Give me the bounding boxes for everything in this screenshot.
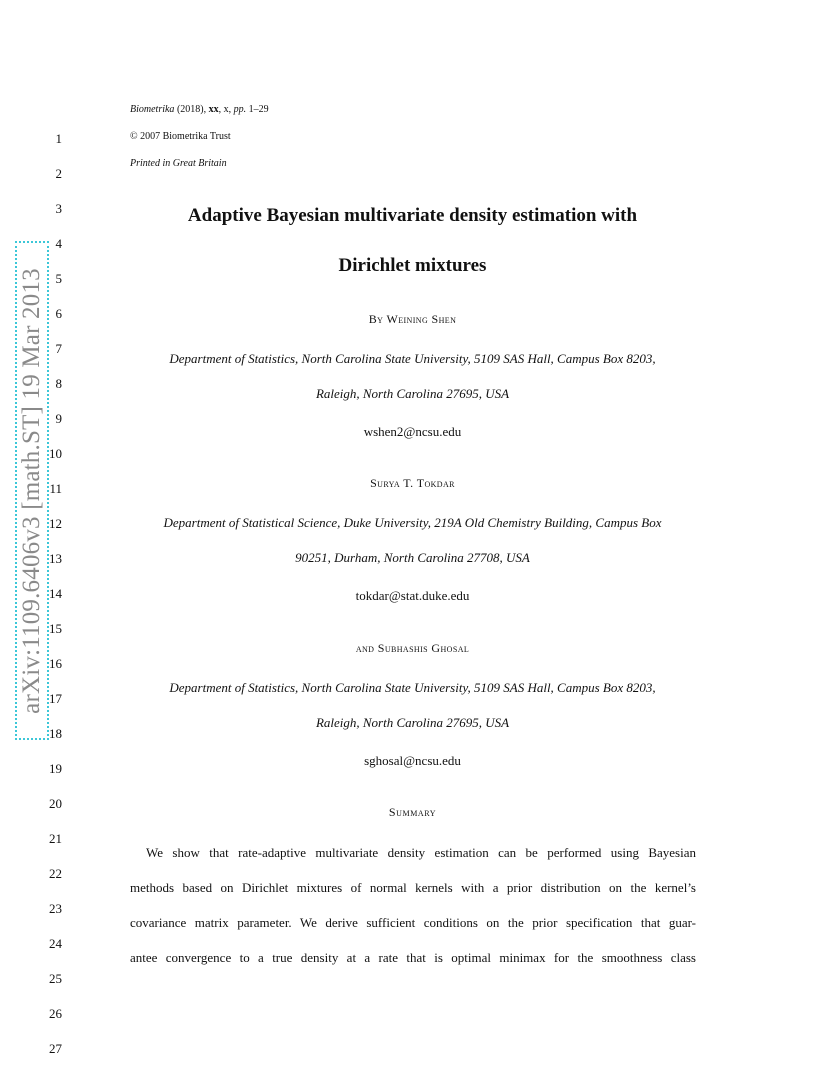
paper-title-line-2: Dirichlet mixtures <box>338 255 487 276</box>
line-number: 21 <box>49 831 62 846</box>
line-number: 7 <box>55 341 62 356</box>
author-name: By Weining Shen <box>368 312 457 326</box>
arxiv-stamp <box>15 241 49 740</box>
summary-text-line: antee convergence to a true density at a rate that is optimal minimax for the smoothness class <box>130 950 696 965</box>
line-number: 14 <box>49 586 62 601</box>
line-number: 25 <box>49 971 62 986</box>
arxiv-stamp-text: arXiv:1109.6406v3 [math.ST] 19 Mar 2013 <box>18 267 45 714</box>
paper-title-line-1: Adaptive Bayesian multivariate density estimation with <box>187 205 638 226</box>
line-number: 17 <box>49 691 62 706</box>
author-affiliation: 90251, Durham, North Carolina 27708, USA <box>295 550 530 565</box>
line-number: 18 <box>49 726 62 741</box>
author-affiliation: Department of Statistics, North Carolina State University, 5109 SAS Hall, Campus Box 8203, <box>169 351 656 366</box>
journal-name: Biometrika <box>130 104 175 115</box>
author-name: and Subhashis Ghosal <box>355 641 470 655</box>
copyright-line: © 2007 Biometrika Trust <box>130 131 231 142</box>
journal-volume: xx <box>208 104 219 115</box>
author-affiliation: Department of Statistical Science, Duke University, 219A Old Chemistry Building, Campus Box <box>163 515 662 530</box>
line-number: 23 <box>49 901 62 916</box>
line-number: 1 <box>55 131 62 146</box>
line-number: 26 <box>49 1006 62 1021</box>
line-number: 10 <box>49 446 62 461</box>
author-email: tokdar@stat.duke.edu <box>355 588 470 603</box>
line-number: 24 <box>49 936 62 951</box>
line-number: 22 <box>49 866 62 881</box>
author-affiliation: Department of Statistics, North Carolina State University, 5109 SAS Hall, Campus Box 8203, <box>169 680 656 695</box>
summary-text-line: covariance matrix parameter. We derive sufficient conditions on the prior specification that guar- <box>130 915 696 930</box>
line-number: 8 <box>55 376 62 391</box>
journal-year: (2018), <box>174 104 209 115</box>
journal-citation <box>130 104 269 115</box>
line-number: 12 <box>49 516 62 531</box>
line-number: 19 <box>49 761 62 776</box>
printed-line: Printed in Great Britain <box>130 158 227 169</box>
line-number: 5 <box>55 271 62 286</box>
line-number: 11 <box>49 481 62 496</box>
pages-label: pp. <box>233 104 247 115</box>
line-number: 16 <box>49 656 62 671</box>
line-number: 3 <box>55 201 62 216</box>
line-number: 15 <box>49 621 62 636</box>
line-number: 13 <box>49 551 62 566</box>
summary-heading: Summary <box>388 805 437 819</box>
summary-text-line: methods based on Dirichlet mixtures of normal kernels with a prior distribution on the kernel’s <box>130 880 696 895</box>
pages-range: 1–29 <box>246 104 269 115</box>
line-number: 4 <box>55 236 62 251</box>
author-email: sghosal@ncsu.edu <box>364 753 461 768</box>
line-number: 27 <box>49 1041 62 1056</box>
author-email: wshen2@ncsu.edu <box>363 424 462 439</box>
journal-issue: , x, <box>218 104 234 115</box>
summary-text-line: We show that rate-adaptive multivariate density estimation can be performed using Bayesian <box>146 845 696 860</box>
author-affiliation: Raleigh, North Carolina 27695, USA <box>315 386 510 401</box>
author-affiliation: Raleigh, North Carolina 27695, USA <box>315 715 510 730</box>
line-number: 2 <box>55 166 62 181</box>
line-number: 9 <box>55 411 62 426</box>
line-number: 20 <box>49 796 62 811</box>
author-name: Surya T. Tokdar <box>370 476 455 490</box>
line-number: 6 <box>55 306 62 321</box>
